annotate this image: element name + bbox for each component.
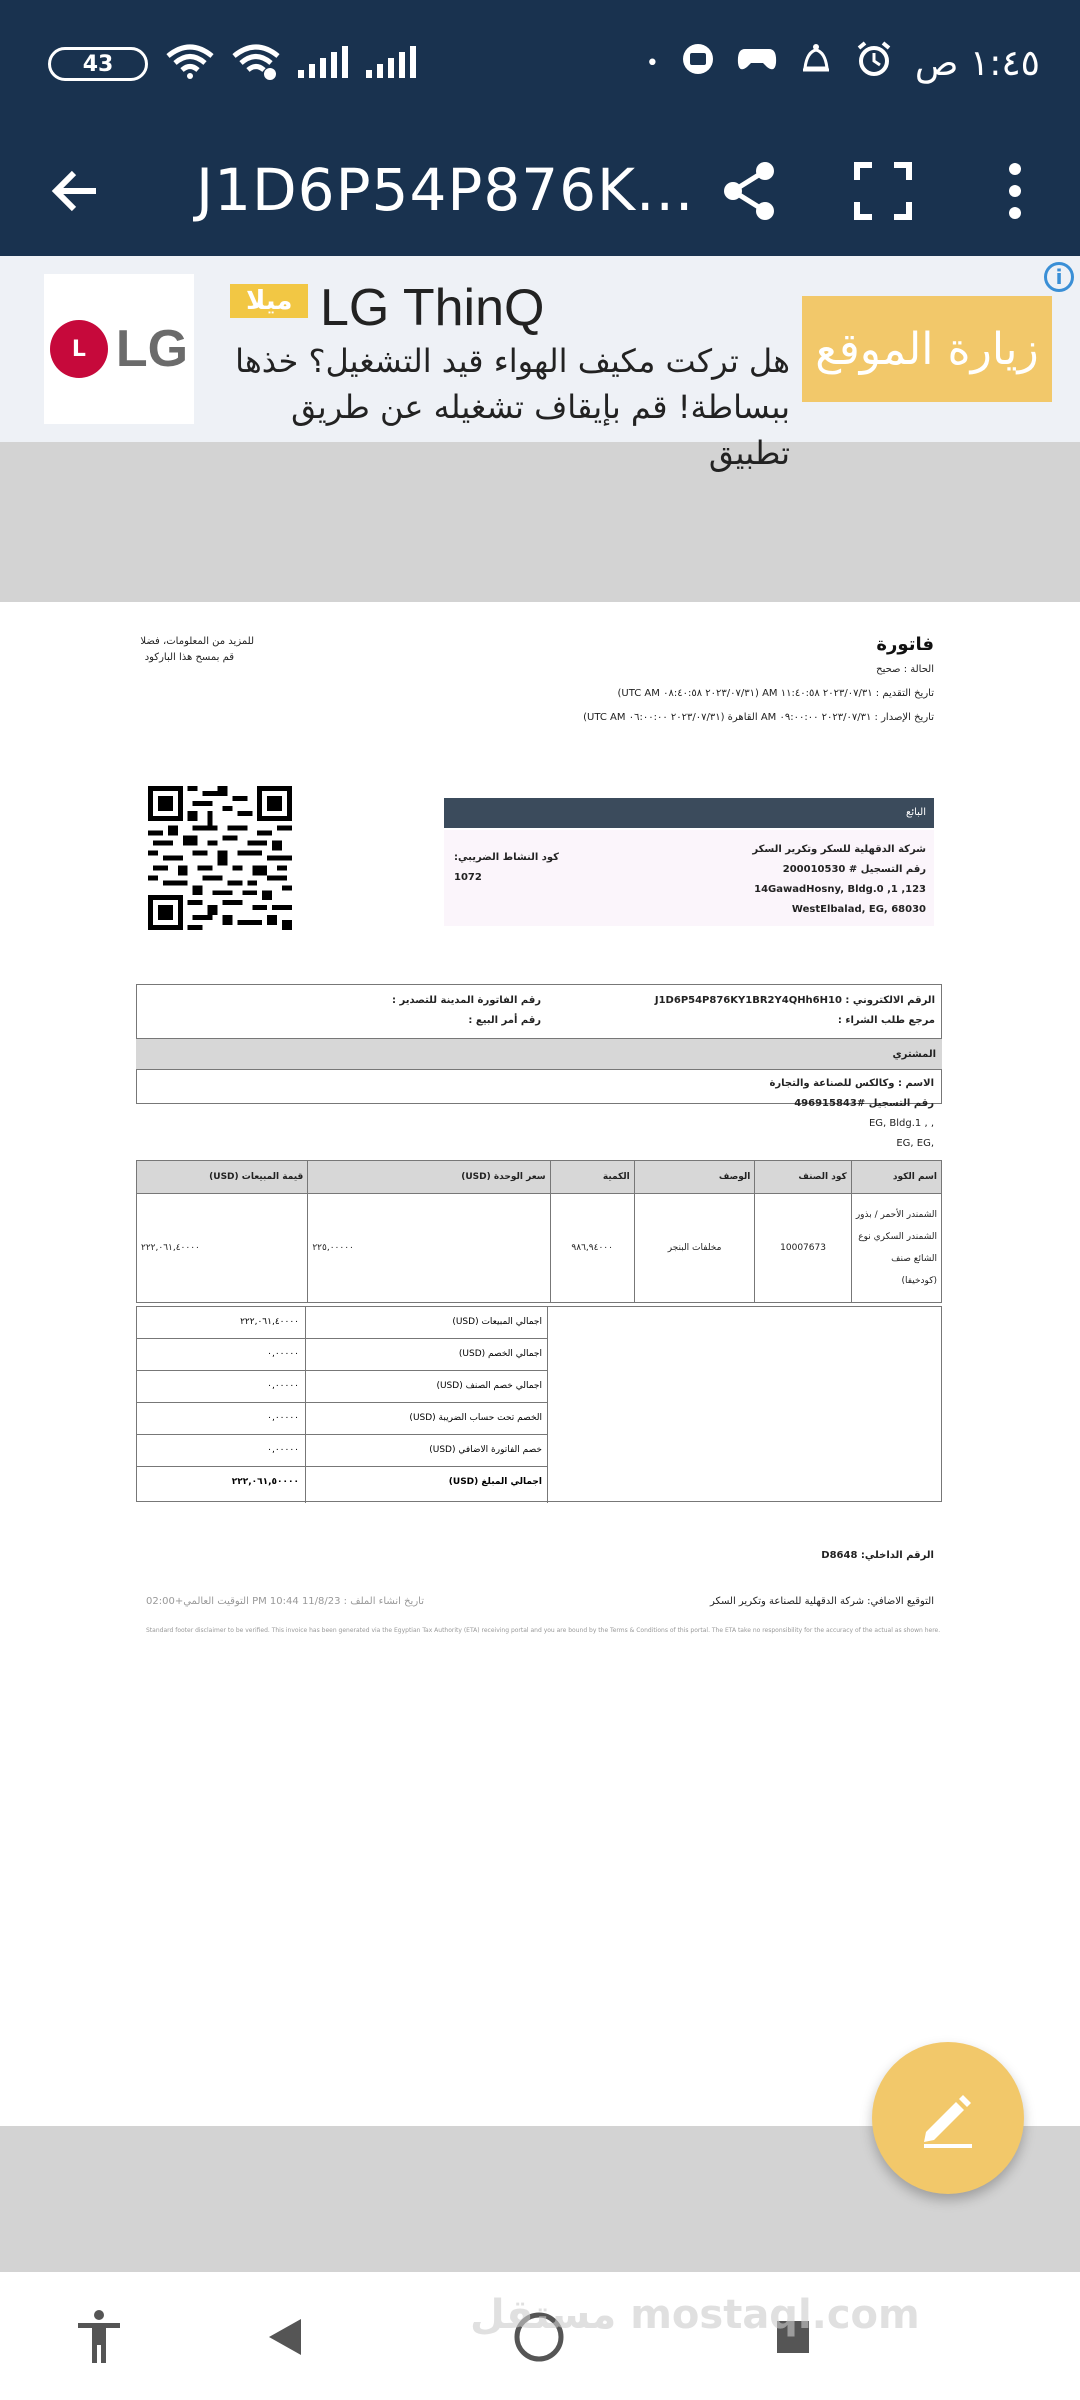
created-date: تاريخ انشاء الملف : 11/8/23 10:44 PM التوقيت العالمي+02:00 xyxy=(146,1596,424,1607)
buyer-name: الاسم : وكالكس للصناعة والتجارة xyxy=(769,1078,934,1089)
total-row: اجمالي المبيعات (USD) ٢٢٢,٠٦١,٤٠٠٠٠ xyxy=(137,1307,548,1339)
lg-logo-icon: L xyxy=(50,320,108,378)
back-button[interactable] xyxy=(40,156,110,226)
totals-box xyxy=(136,1306,942,1502)
submission-date: تاريخ التقديم : ٢٠٢٣/٠٧/٣١ ١١:٤٠:٥٨ AM (٢٠٢٣/٠٧/٣١ ٠٨:٤٠:٥٨ UTC AM) xyxy=(617,688,934,699)
back-nav-button[interactable] xyxy=(250,2302,320,2372)
qr-hint-2: قم بمسح هذا الباركود xyxy=(144,652,234,663)
buyer-address-1: EG, Bldg.1 , , xyxy=(868,1118,934,1129)
fullscreen-icon xyxy=(854,162,912,220)
buyer-reg: رقم التسجيل #496915843 xyxy=(794,1098,934,1109)
invoice-status: الحالة : صحيح xyxy=(876,664,934,675)
buyer-address-2: EG, EG, xyxy=(896,1138,934,1149)
ad-info-icon[interactable]: i xyxy=(1044,262,1074,292)
total-row: الخصم تحت حساب الضريبة (USD) ٠,٠٠٠٠٠ xyxy=(137,1403,548,1435)
pencil-icon xyxy=(918,2088,978,2148)
gamepad-icon xyxy=(737,43,777,84)
system-nav-bar xyxy=(0,2272,1080,2400)
wifi-calling-icon xyxy=(232,44,280,84)
grand-total-row: اجمالي المبلغ (USD) ٢٢٢,٠٦١,٥٠٠٠٠ xyxy=(231,1477,542,1487)
visit-site-button[interactable]: زيارة الموقع xyxy=(802,296,1052,402)
accessibility-icon xyxy=(74,2309,124,2365)
ad-badge: ميلا xyxy=(230,284,308,318)
invoice-document xyxy=(0,602,1080,2126)
ad-brand: LG ThinQ xyxy=(320,279,545,337)
share-icon xyxy=(721,161,777,221)
document-title: J1D6P54P876K... xyxy=(196,156,695,224)
total-row: اجمالي الخصم (USD) ٠,٠٠٠٠٠ xyxy=(137,1339,548,1371)
more-options-button[interactable] xyxy=(980,156,1050,226)
table-header-row: قيمة المبيعات (USD) سعر الوحدة (USD) الكمية الوصف كود الصنف اسم الكود xyxy=(137,1161,942,1194)
more-vertical-icon xyxy=(1005,161,1025,221)
fullscreen-button[interactable] xyxy=(848,156,918,226)
watermark: مستقل mostaql.com xyxy=(470,2292,920,2338)
signal-icon-2 xyxy=(366,46,416,82)
invoice-title: فاتورة xyxy=(876,634,934,655)
ad-banner[interactable] xyxy=(0,256,1080,472)
footer-disclaimer: Standard footer disclaimer to be verified. This invoice has been generated via the Egyptian Tax Authority (ETA) receiving portal and you are bound by the Terms & Conditions of this portal. The ETA take no responsibility for the accuracy of the actual as shown here. xyxy=(146,1627,941,1634)
accessibility-button[interactable] xyxy=(64,2302,134,2372)
edit-fab-button[interactable] xyxy=(872,2042,1024,2194)
notification-icon xyxy=(799,42,833,85)
items-table xyxy=(136,1160,942,1303)
lg-logo: L LG xyxy=(44,274,194,424)
buyer-header: المشتري xyxy=(136,1038,942,1070)
signal-icon-1 xyxy=(298,46,348,82)
invoice-info-box: الرقم الالكتروني : J1D6P54P876KY1BR2Y4QHh6H10 مرجع طلب الشراء : رقم الفاتورة المدينة للتصدير : رقم أمر البيع : xyxy=(136,984,942,1104)
alarm-icon xyxy=(855,40,893,87)
issue-date: تاريخ الإصدار : ٢٠٢٣/٠٧/٣١ ٠٩:٠٠:٠٠ AM القاهرة (٢٠٢٣/٠٧/٣١ ٠٦:٠٠:٠٠ UTC AM) xyxy=(583,712,934,723)
triangle-back-icon xyxy=(267,2317,303,2357)
battery-indicator: 43 xyxy=(48,47,148,81)
table-row: ٢٢٢,٠٦١,٤٠٠٠٠ ٢٢٥,٠٠٠٠٠ ٩٨٦,٩٤٠٠٠ مخلفات البنجر 10007673 الشمندر الأحمر / بذور الشمندر السكري نوع الشائع صنف (كودخيفا) xyxy=(137,1194,942,1303)
dot-icon: • xyxy=(645,51,659,76)
extra-signature: التوقيع الاضافي: شركة الدقهلية للصناعة وتكرير السكر xyxy=(709,1596,934,1607)
share-button[interactable] xyxy=(714,156,784,226)
screen-record-icon xyxy=(681,42,715,85)
ad-text: هل تركت مكيف الهواء قيد التشغيل؟ خذها ببساطة! قم بإيقاف تشغيله عن طريق تطبيق xyxy=(235,342,790,472)
arrow-left-icon xyxy=(50,169,100,213)
total-row: اجمالي خصم الصنف (USD) ٠,٠٠٠٠٠ xyxy=(137,1371,548,1403)
seller-info: شركة الدقهلية للسكر وتكرير السكر رقم التسجيل # 200010530 14GawadHosny, Bldg.0 ,1 ,123 WestElbalad, EG, 68030 كود النشاط الضريبي: 1072 xyxy=(444,830,934,926)
internal-number: الرقم الداخلي: D8648 xyxy=(821,1550,934,1561)
wifi-icon xyxy=(166,44,214,84)
seller-header: البائع xyxy=(444,798,934,828)
status-bar xyxy=(0,0,1080,130)
app-bar xyxy=(0,130,1080,256)
qr-hint-1: للمزيد من المعلومات، فضلا xyxy=(140,636,254,647)
total-row: خصم الفاتورة الاضافي (USD) ٠,٠٠٠٠٠ xyxy=(137,1435,548,1467)
clock-text: ١:٤٥ ص xyxy=(914,43,1040,84)
qr-code xyxy=(148,786,292,930)
